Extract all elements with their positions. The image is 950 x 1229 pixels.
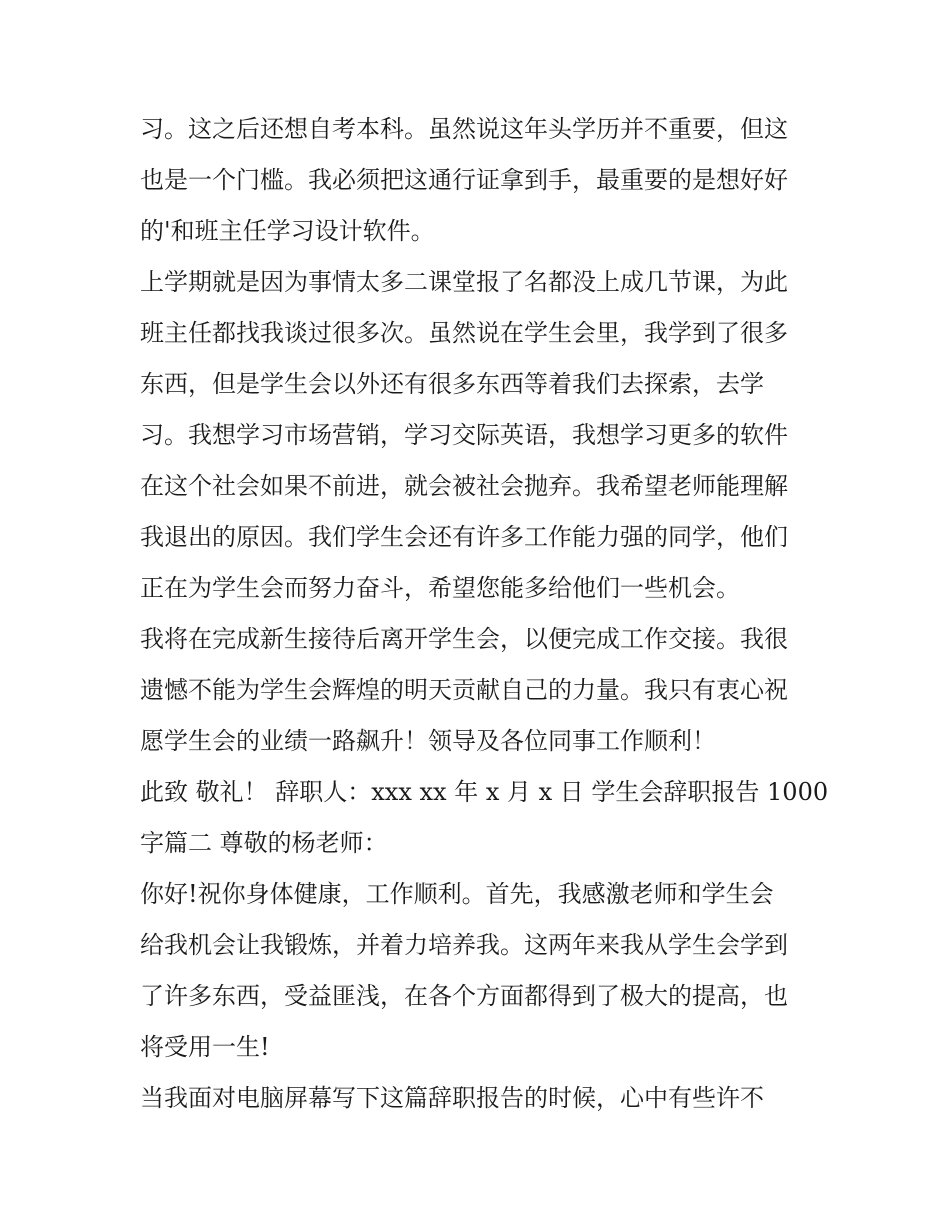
- text-line: 习。这之后还想自考本科。虽然说这年头学历并不重要，但这: [140, 115, 788, 143]
- text-line: 当我面对电脑屏幕写下这篇辞职报告的时候，心中有些许不: [140, 1084, 764, 1112]
- text-line: 了许多东西，受益匪浅，在各个方面都得到了极大的提高，也: [140, 982, 788, 1010]
- text-line: 字篇二 尊敬的杨老师：: [140, 829, 388, 857]
- text-line: 习。我想学习市场营销，学习交际英语，我想学习更多的软件: [140, 421, 788, 449]
- text-line: 此致 敬礼！ 辞职人：xxx xx 年 x 月 x 日 学生会辞职报告 1000: [140, 778, 829, 806]
- text-line: 的'和班主任学习设计软件。: [140, 217, 435, 245]
- text-line: 给我机会让我锻炼，并着力培养我。这两年来我从学生会学到: [140, 931, 788, 959]
- text-line: 上学期就是因为事情太多二课堂报了名都没上成几节课，为此: [140, 268, 788, 296]
- text-line: 你好!祝你身体健康，工作顺利。首先，我感激老师和学生会: [140, 880, 774, 908]
- text-line: 遗憾不能为学生会辉煌的明天贡献自己的力量。我只有衷心祝: [140, 676, 788, 704]
- text-line: 班主任都找我谈过很多次。虽然说在学生会里，我学到了很多: [140, 319, 788, 347]
- document-body: [140, 104, 829, 1124]
- text-line: 在这个社会如果不前进，就会被社会抛弃。我希望老师能理解: [140, 472, 788, 500]
- text-line: 也是一个门槛。我必须把这通行证拿到手，最重要的是想好好: [140, 166, 788, 194]
- text-line: 愿学生会的业绩一路飙升！领导及各位同事工作顺利！: [140, 727, 716, 755]
- text-line: 我退出的原因。我们学生会还有许多工作能力强的同学，他们: [140, 523, 788, 551]
- text-line: 我将在完成新生接待后离开学生会，以便完成工作交接。我很: [140, 625, 788, 653]
- text-line: 正在为学生会而努力奋斗，希望您能多给他们一些机会。: [140, 574, 740, 602]
- text-line: 东西，但是学生会以外还有很多东西等着我们去探索，去学: [140, 370, 764, 398]
- text-line: 将受用一生!: [140, 1033, 270, 1061]
